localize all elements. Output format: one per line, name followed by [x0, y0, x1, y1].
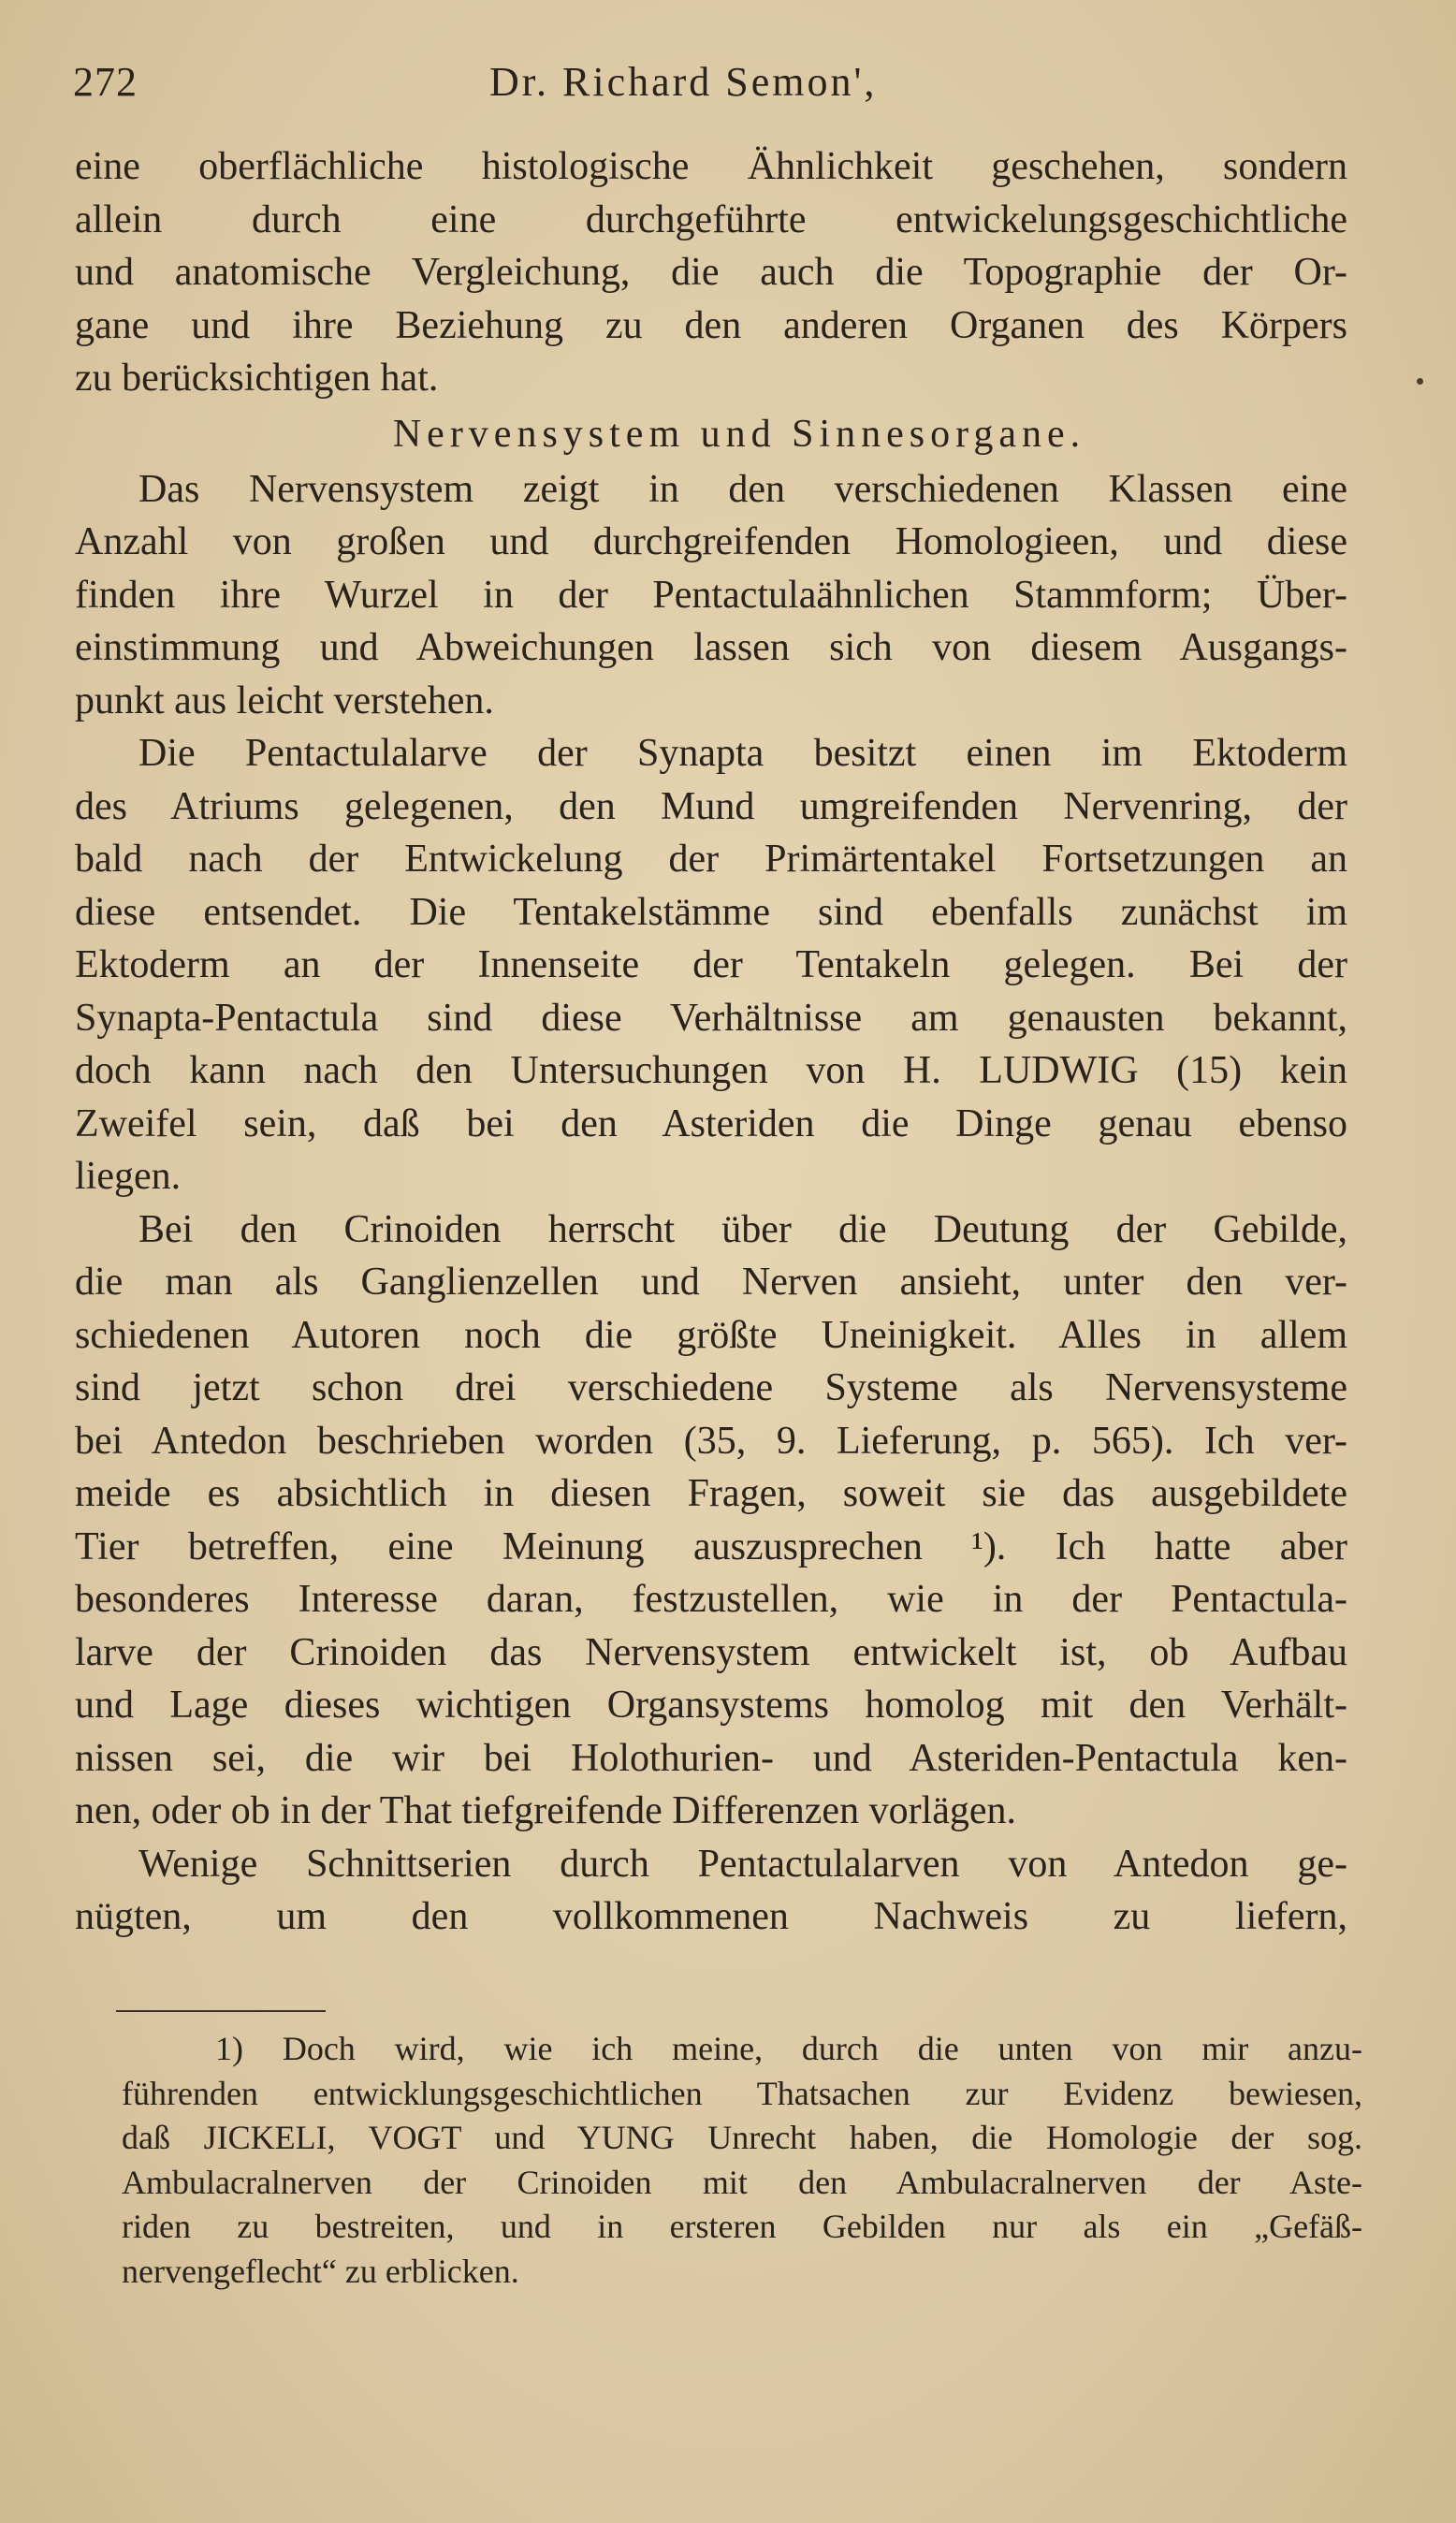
footnote-line: führenden entwicklungsgeschichtlichen Thatsachen zur Evidenz bewiesen, [122, 2074, 1362, 2112]
text-line: und anatomische Vergleichung, die auch die Topographie der Or- [75, 251, 1347, 294]
text-line: Wenige Schnittserien durch Pentactulalarven von Antedon ge- [138, 1842, 1347, 1886]
text-line: Tier betreffen, eine Meinung auszusprechen ¹). Ich hatte aber [75, 1524, 1347, 1568]
text-line: punkt aus leicht verstehen. [75, 678, 494, 722]
text-line: und Lage dieses wichtigen Organsystems homolog mit den Verhält- [75, 1684, 1347, 1727]
footnote [122, 2027, 1362, 2294]
text-line: liegen. [75, 1155, 182, 1198]
text-line: einstimmung und Abweichungen lassen sich von diesem Ausgangs- [75, 626, 1347, 669]
text-line: gane und ihre Beziehung zu den anderen Organen des Körpers [75, 303, 1347, 347]
text-line: bald nach der Entwickelung der Primärtentakel Fortsetzungen an [75, 838, 1347, 881]
text-line: schiedenen Autoren noch die größte Uneinigkeit. Alles in allem [75, 1313, 1347, 1357]
running-head: Dr. Richard Semon', [489, 59, 878, 105]
text-line: zu berücksichtigen hat. [75, 357, 439, 400]
text-line: Ektoderm an der Innenseite der Tentakeln gelegen. Bei der [75, 943, 1347, 986]
text-line: doch kann nach den Untersuchungen von H. LUDWIG (15) kein [75, 1049, 1347, 1092]
text-line: diese entsendet. Die Tentakelstämme sind ebenfalls zunächst im [75, 890, 1347, 934]
footnote-line: 1) Doch wird, wie ich meine, durch die unten von mir anzu- [215, 2030, 1362, 2067]
text-line: Bei den Crinoiden herrscht über die Deutung der Gebilde, [138, 1207, 1347, 1251]
body-text [75, 140, 1347, 1944]
text-line: allein durch eine durchgeführte entwickelungsgeschichtliche [75, 197, 1347, 241]
page-number: 272 [73, 59, 138, 105]
text-line: Zweifel sein, daß bei den Asteriden die Dinge genau ebenso [75, 1101, 1347, 1145]
text-line: Synapta-Pentactula sind diese Verhältnisse am genausten bekannt, [75, 996, 1347, 1040]
footnote-divider [116, 2010, 326, 2012]
ink-spot [1417, 378, 1423, 385]
text-line: meide es absichtlich in diesen Fragen, soweit sie das ausgebildete [75, 1472, 1347, 1515]
text-line: Die Pentactulalarve der Synapta besitzt einen im Ektoderm [138, 732, 1347, 775]
text-line: sind jetzt schon drei verschiedene Systeme als Nervensysteme [75, 1366, 1347, 1409]
text-line: des Atriums gelegenen, den Mund umgreifenden Nervenring, der [75, 784, 1347, 828]
footnote-line: nervengeflecht“ zu erblicken. [122, 2252, 519, 2290]
section-heading: Nervensystem und Sinnesorgane. [392, 412, 1086, 456]
text-line: nen, oder ob in der That tiefgreifende Differenzen vorlägen. [75, 1789, 1017, 1832]
text-line: besonderes Interesse daran, festzustellen, wie in der Pentactula- [75, 1578, 1347, 1621]
text-line: larve der Crinoiden das Nervensystem entwickelt ist, ob Aufbau [75, 1630, 1347, 1674]
text-line: bei Antedon beschrieben worden (35, 9. Lieferung, p. 565). Ich ver- [75, 1419, 1347, 1463]
footnote-line: Ambulacralnerven der Crinoiden mit den Ambulacralnerven der Aste- [122, 2163, 1362, 2201]
text-line: finden ihre Wurzel in der Pentactulaähnlichen Stammform; Über- [75, 573, 1347, 617]
text-line: nügten, um den vollkommenen Nachweis zu liefern, [75, 1895, 1347, 1938]
text-line: die man als Ganglienzellen und Nerven ansieht, unter den ver- [75, 1261, 1347, 1304]
text-line: Das Nervensystem zeigt in den verschiedenen Klassen eine [138, 467, 1347, 511]
text-line: eine oberflächliche histologische Ähnlichkeit geschehen, sondern [75, 145, 1347, 188]
footnote-line: riden zu bestreiten, und in ersteren Gebilden nur als ein „Gefäß- [122, 2208, 1362, 2245]
text-line: nissen sei, die wir bei Holothurien- und Asteriden-Pentactula ken- [75, 1736, 1347, 1780]
page-header [73, 58, 1383, 114]
footnote-line: daß JICKELI, VOGT und YUNG Unrecht haben, die Homologie der sog. [122, 2119, 1362, 2156]
text-line: Anzahl von großen und durchgreifenden Homologieen, und diese [75, 520, 1347, 563]
